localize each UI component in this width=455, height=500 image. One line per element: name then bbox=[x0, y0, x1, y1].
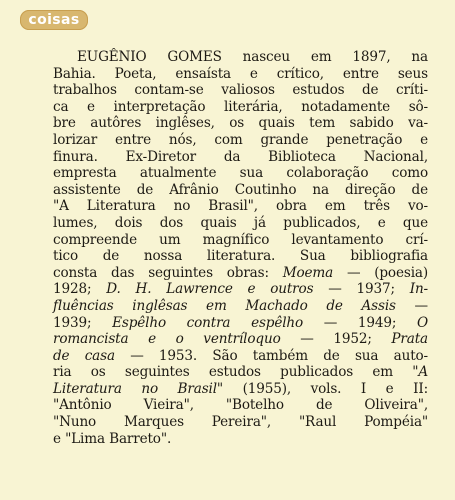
text-segment: 1928; bbox=[53, 281, 107, 298]
text-line bbox=[53, 348, 428, 365]
text-segment: tico de nossa literatura. Sua bibliografia bbox=[53, 248, 428, 265]
text-line bbox=[53, 364, 428, 381]
italic-title-text: O bbox=[416, 314, 428, 331]
text-segment: — 1937; bbox=[313, 281, 410, 298]
text-segment: e "Lima Barreto". bbox=[53, 430, 172, 447]
text-segment: "Nuno Marques Pereira", "Raul Pompéia" bbox=[53, 414, 428, 431]
text-line bbox=[53, 49, 428, 66]
italic-title-text: fluências inglêsas em Machado de Assis bbox=[53, 297, 396, 314]
text-line bbox=[53, 414, 428, 431]
italic-title-text: de casa bbox=[53, 347, 115, 364]
text-segment: lumes, dois dos quais já publicados, e que bbox=[53, 214, 428, 231]
text-segment: finura. Ex-Diretor da Biblioteca Nacional, bbox=[53, 148, 428, 165]
text-line bbox=[53, 66, 428, 83]
text-segment: trabalhos contam-se valiosos estudos de críti- bbox=[53, 82, 428, 99]
italic-title-text: romancista e o ventríloquo bbox=[53, 331, 281, 348]
text-line bbox=[53, 381, 428, 398]
text-segment: consta das seguintes obras: bbox=[53, 264, 283, 281]
text-line bbox=[53, 82, 428, 99]
text-line bbox=[53, 232, 428, 249]
text-segment: Bahia. Poeta, ensaísta e crítico, entre seus bbox=[53, 65, 428, 82]
text-segment: 1939; bbox=[53, 314, 113, 331]
text-segment: ria os seguintes estudos publicados em " bbox=[53, 364, 419, 381]
text-line bbox=[53, 431, 428, 448]
text-segment: "A Literatura no Brasil", obra em três vo- bbox=[53, 198, 428, 215]
text-line bbox=[53, 182, 428, 199]
text-segment: " (1955), vols. I e II: bbox=[216, 380, 428, 397]
text-segment: — (poesia) bbox=[333, 264, 428, 281]
text-line bbox=[53, 248, 428, 265]
text-line bbox=[53, 149, 428, 166]
text-line bbox=[53, 99, 428, 116]
italic-title-text: A bbox=[418, 364, 428, 381]
text-line bbox=[53, 215, 428, 232]
text-segment: assistente de Afrânio Coutinho na direção de bbox=[53, 181, 428, 198]
section-badge: coisas bbox=[20, 10, 88, 30]
text-segment: "Antônio Vieira", "Botelho de Oliveira", bbox=[53, 397, 428, 414]
text-line bbox=[53, 115, 428, 132]
text-segment: — bbox=[395, 297, 428, 314]
text-line bbox=[53, 397, 428, 414]
text-segment: ca e interpretação literária, notadamente sô- bbox=[53, 98, 428, 115]
italic-title-text: Literatura no Brasil bbox=[53, 380, 217, 397]
text-line bbox=[53, 298, 428, 315]
text-line bbox=[53, 265, 428, 282]
text-line bbox=[53, 165, 428, 182]
text-line bbox=[53, 198, 428, 215]
text-segment: compreende um magnífico levantamento crí- bbox=[53, 231, 428, 248]
text-segment: EUGÊNIO GOMES nasceu em 1897, na bbox=[77, 49, 428, 65]
text-line bbox=[53, 331, 428, 348]
text-segment: lorizar entre nós, com grande penetração e bbox=[53, 131, 428, 148]
italic-title-text: D. H. Lawrence e outros bbox=[106, 281, 314, 298]
text-line bbox=[53, 281, 428, 298]
text-line bbox=[53, 315, 428, 332]
italic-title-text: Prata bbox=[391, 331, 428, 348]
text-segment: — 1952; bbox=[280, 331, 392, 348]
text-segment: — 1949; bbox=[303, 314, 417, 331]
italic-title-text: In- bbox=[409, 281, 428, 298]
italic-title-text: Espêlho contra espêlho bbox=[112, 314, 304, 331]
text-segment: empresta atualmente sua colaboração como bbox=[53, 165, 428, 182]
text-segment: bre autôres inglêses, os quais tem sabido va- bbox=[53, 115, 428, 132]
text-line bbox=[53, 132, 428, 149]
italic-title-text: Moema bbox=[282, 264, 334, 281]
text-segment: — 1953. São também de sua auto- bbox=[114, 347, 428, 364]
biography-paragraph bbox=[53, 49, 428, 447]
